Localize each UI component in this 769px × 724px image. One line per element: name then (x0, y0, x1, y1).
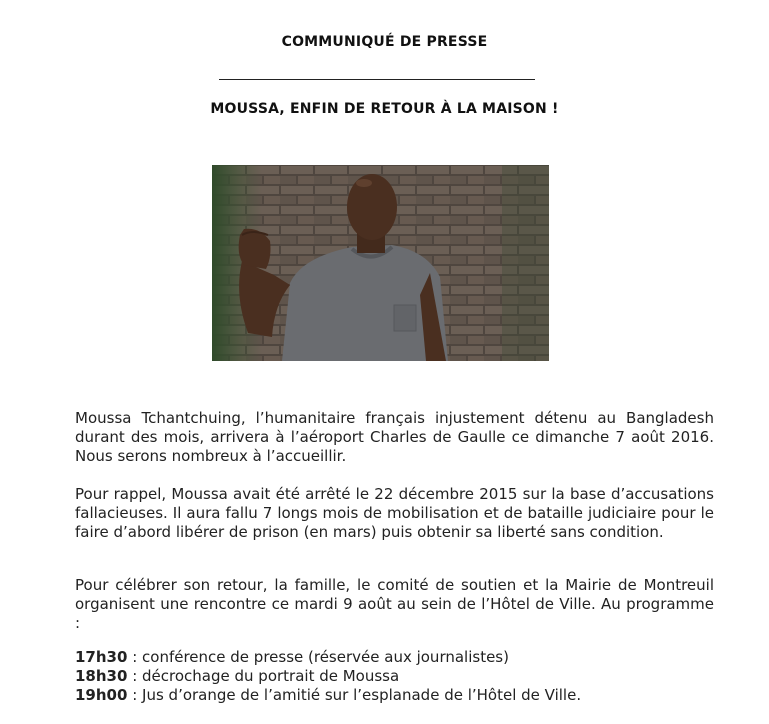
schedule-list (75, 648, 735, 705)
paragraph-intro: Moussa Tchantchuing, l’humanitaire français injustement détenu au Bangladesh durant des mois, arrivera à l’aéroport Charles de Gaulle ce dimanche 7 août 2016. Nous serons nombreux à l’accueillir. (75, 409, 714, 465)
schedule-time: 18h30 (75, 667, 128, 685)
schedule-item (75, 686, 735, 705)
schedule-description: : décrochage du portrait de Moussa (127, 667, 400, 685)
schedule-time: 19h00 (75, 686, 128, 704)
headline: MOUSSA, ENFIN DE RETOUR À LA MAISON ! (210, 101, 559, 117)
title-separator (219, 79, 535, 80)
press-release-title: COMMUNIQUÉ DE PRESSE (281, 34, 488, 50)
schedule-item (75, 648, 735, 667)
paragraph-event: Pour célébrer son retour, la famille, le comité de soutien et la Mairie de Montreuil organisent une rencontre ce mardi 9 août au sein de l’Hôtel de Ville. Au programme : (75, 576, 714, 632)
schedule-description: : conférence de presse (réservée aux journalistes) (127, 648, 509, 666)
schedule-description: : Jus d’orange de l’amitié sur l’esplanade de l’Hôtel de Ville. (127, 686, 582, 704)
schedule-item (75, 667, 735, 686)
schedule-time: 17h30 (75, 648, 128, 666)
paragraph-background: Pour rappel, Moussa avait été arrêté le 22 décembre 2015 sur la base d’accusations fallacieuses. Il aura fallu 7 longs mois de mobilisation et de bataille judiciaire pour le faire d’abord libérer de prison (en mars) puis obtenir sa liberté sans condition. (75, 485, 714, 541)
photo-moussa (212, 165, 549, 361)
